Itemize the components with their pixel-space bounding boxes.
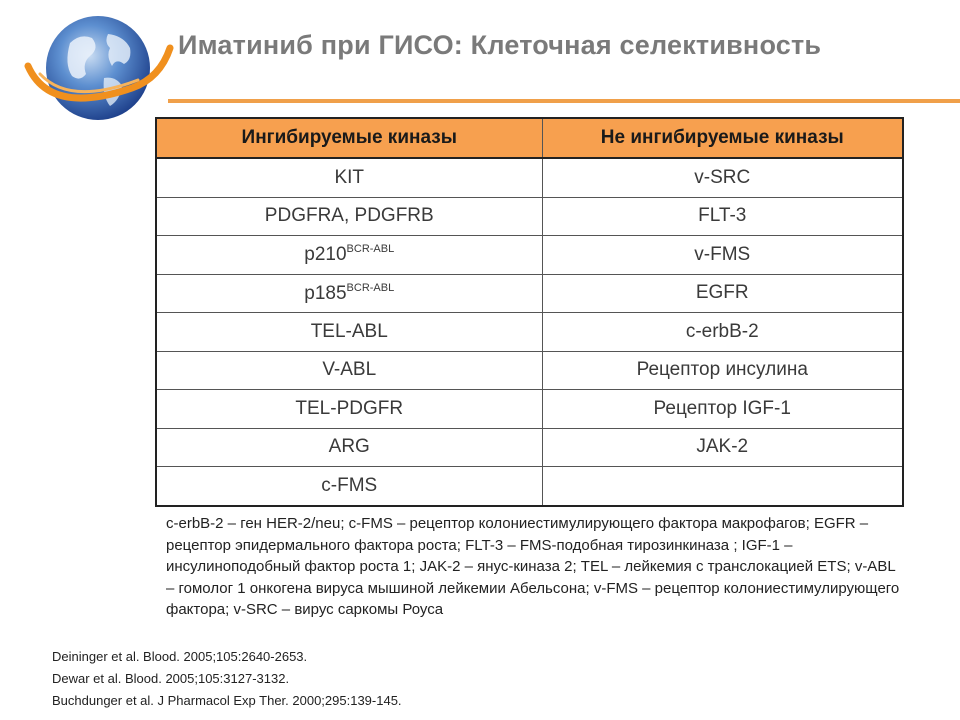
cell-inhibited bbox=[156, 236, 542, 275]
cell-not-inhibited: Рецептор IGF-1 bbox=[542, 390, 903, 429]
cell-not-inhibited: c-erbB-2 bbox=[542, 313, 903, 352]
cell-not-inhibited: v-FMS bbox=[542, 236, 903, 275]
table-row bbox=[156, 197, 903, 236]
cell-not-inhibited: Рецептор инсулина bbox=[542, 351, 903, 390]
kinase-superscript: BCR-ABL bbox=[346, 243, 395, 256]
table-row bbox=[156, 236, 903, 275]
cell-inhibited bbox=[156, 274, 542, 313]
table-row bbox=[156, 467, 903, 506]
cell-not-inhibited: EGFR bbox=[542, 274, 903, 313]
title-underline bbox=[168, 99, 960, 103]
cell-inhibited: PDGFRA, PDGFRB bbox=[156, 197, 542, 236]
cell-inhibited: TEL-PDGFR bbox=[156, 390, 542, 429]
header-not-inhibited: Не ингибируемые киназы bbox=[542, 118, 903, 158]
globe-logo-icon bbox=[20, 8, 180, 123]
table-row bbox=[156, 351, 903, 390]
cell-inhibited: V-ABL bbox=[156, 351, 542, 390]
table-row bbox=[156, 390, 903, 429]
reference-item: Dewar et al. Blood. 2005;105:3127-3132. bbox=[52, 671, 290, 686]
kinase-table bbox=[155, 117, 904, 507]
kinase-name: p210 bbox=[304, 244, 347, 266]
cell-not-inhibited: FLT-3 bbox=[542, 197, 903, 236]
cell-inhibited: KIT bbox=[156, 158, 542, 197]
reference-item: Deininger et al. Blood. 2005;105:2640-2653. bbox=[52, 649, 308, 664]
table-row bbox=[156, 428, 903, 467]
cell-not-inhibited: v-SRC bbox=[542, 158, 903, 197]
reference-item: Buchdunger et al. J Pharmacol Exp Ther. 2000;295:139-145. bbox=[52, 693, 402, 708]
table-row bbox=[156, 313, 903, 352]
cell-inhibited: ARG bbox=[156, 428, 542, 467]
cell-inhibited: c-FMS bbox=[156, 467, 542, 506]
header-inhibited: Ингибируемые киназы bbox=[156, 118, 542, 158]
kinase-name: p185 bbox=[304, 282, 347, 304]
cell-inhibited: TEL-ABL bbox=[156, 313, 542, 352]
cell-not-inhibited bbox=[542, 467, 903, 506]
cell-not-inhibited: JAK-2 bbox=[542, 428, 903, 467]
abbreviations-note: c-erbB-2 – ген HER-2/neu; c-FMS – рецептор колониестимулирующего фактора макрофагов; EGFR – рецептор эпидермального фактора роста; FLT-3 – FMS-подобная тирозинкиназа ; IGF-1 – инсулиноподобный фактор роста 1; JAK-2 – янус-киназа 2; TEL – лейкемия с транслокацией ETS; v-ABL – гомолог 1 онкогена вируса мышиной лейкемии Абельсона; v-FMS – рецептор колониестимулирующего фактора; v-SRC – вирус саркомы Роуса bbox=[166, 515, 900, 618]
table-row bbox=[156, 158, 903, 197]
page-title: Иматиниб при ГИСО: Клеточная селективность bbox=[178, 30, 822, 60]
table-row bbox=[156, 274, 903, 313]
table-header-row bbox=[156, 118, 903, 158]
kinase-superscript: BCR-ABL bbox=[346, 281, 395, 294]
references bbox=[52, 646, 402, 712]
